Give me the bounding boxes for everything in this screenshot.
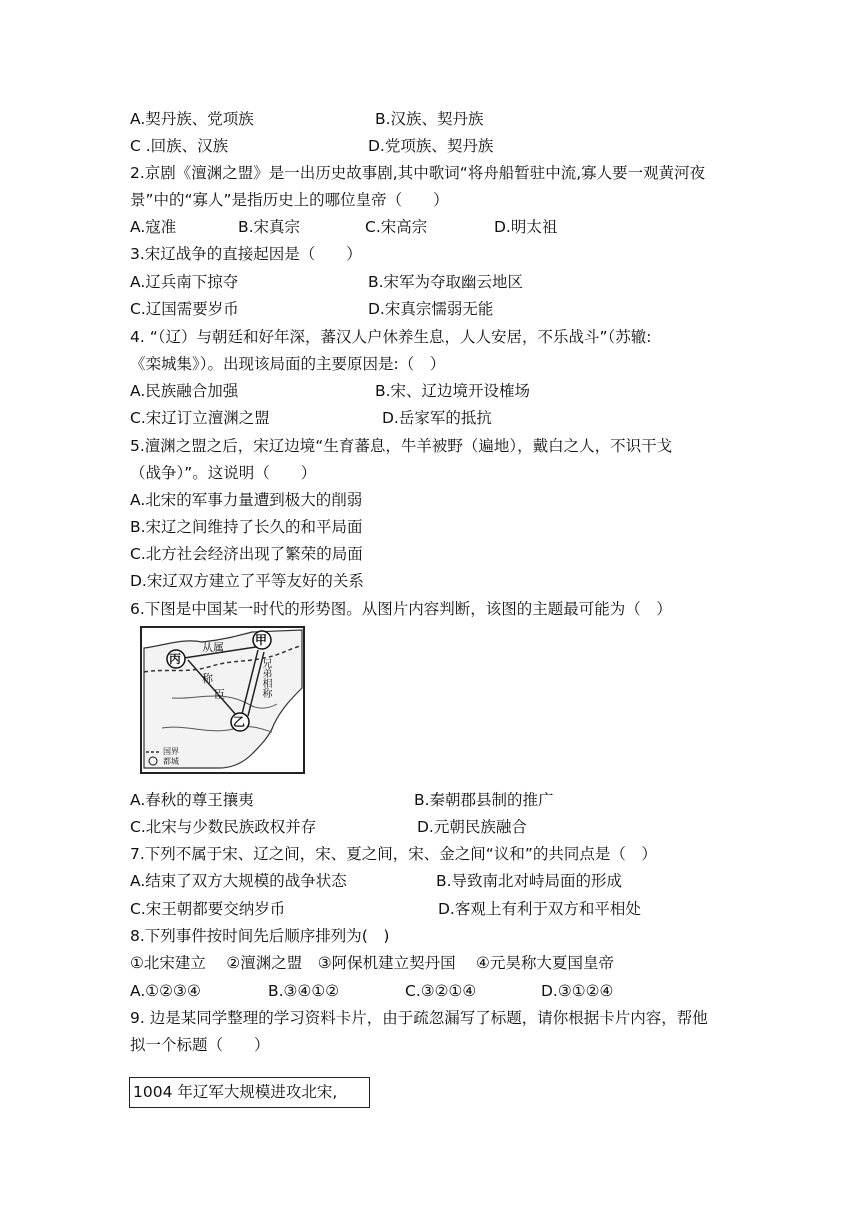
label-xiongdi: 兄弟相称 [260,658,271,698]
legend-border-label: 国界 [163,747,179,756]
q8-option-d: D.③①②④ [541,982,614,1000]
q4-option-c: C.宋辽订立澶渊之盟 [130,409,270,427]
q7-stem: 7.下列不属于宋、辽之间，宋、夏之间，宋、金之间“议和”的共同点是（ ） [130,845,657,863]
q9-stem-line1: 9. 边是某同学整理的学习资料卡片，由于疏忽漏写了标题，请你根据卡片内容，帮他 [130,1009,708,1027]
q1-option-c: C .回族、汉族 [130,137,229,155]
q7-option-b: B.导致南北对峙局面的形成 [436,872,623,890]
label-bing: 丙 [169,652,182,666]
q4-stem-line2: 《栾城集》）。出现该局面的主要原因是:（ ） [130,355,446,373]
q5-option-c: C.北方社会经济出现了繁荣的局面 [130,545,363,563]
q5-option-a: A.北宋的军事力量遭到极大的削弱 [130,491,363,509]
q3-stem: 3.宋辽战争的直接起因是（ ） [130,245,362,263]
q8-stem: 8.下列事件按时间先后顺序排列为( ) [130,927,390,945]
legend-capital-label: 都城 [163,757,179,766]
q4-option-a: A.民族融合加强 [130,382,239,400]
q6-option-c: C.北宋与少数民族政权并存 [130,818,317,836]
q4-stem-line1: 4. “（辽）与朝廷和好年深，蕃汉人户休养生息，人人安居，不乐战斗”（苏辙: [130,328,652,346]
q1-option-a: A.契丹族、党项族 [130,110,254,128]
q2-option-c: C.宋高宗 [365,218,428,236]
q2-option-a: A.寇准 [130,218,177,236]
label-jia: 甲 [255,633,268,647]
q4-option-b: B.宋、辽边境开设榷场 [375,382,531,400]
q8-option-a: A.①②③④ [130,982,201,1000]
q3-option-d: D.宋真宗懦弱无能 [368,300,494,318]
situation-map [140,626,305,774]
q2-option-b: B.宋真宗 [238,218,301,236]
label-congshu: 从属 [202,641,224,654]
q9-study-card: 1004 年辽军大规模进攻北宋, [129,1077,370,1108]
q5-stem-line1: 5.澶渊之盟之后，宋辽边境“生育蕃息，牛羊被野（遍地），戴白之人，不识干戈 [130,437,673,455]
q1-option-b: B.汉族、契丹族 [375,110,484,128]
q5-option-b: B.宋辽之间维持了长久的和平局面 [130,518,363,536]
q2-option-d: D.明太祖 [494,218,558,236]
q4-option-d: D.岳家军的抵抗 [382,409,492,427]
q1-option-d: D.党项族、契丹族 [368,137,494,155]
q7-option-c: C.宋王朝都要交纳岁币 [130,900,286,918]
q2-stem-line1: 2.京剧《澶渊之盟》是一出历史故事剧,其中歌词“将舟船暂驻中流,寡人要一观黄河夜 [130,164,706,182]
q3-option-a: A.辽兵南下掠夺 [130,273,239,291]
legend-capital-symbol [149,757,157,765]
q2-stem-line2: 景”中的“寡人”是指历史上的哪位皇帝（ ） [130,191,449,209]
q5-option-d: D.宋辽双方建立了平等友好的关系 [130,572,364,590]
q7-option-d: D.客观上有利于双方和平相处 [438,900,641,918]
q9-stem-line2: 拟一个标题（ ） [130,1036,270,1054]
q6-stem: 6.下图是中国某一时代的形势图。从图片内容判断，该图的主题最可能为（ ） [130,600,672,618]
label-chen: 臣 [214,688,225,701]
q3-option-c: C.辽国需要岁币 [130,300,239,318]
q5-stem-line2: （战争）”。这说明（ ） [130,464,317,482]
q6-option-a: A.春秋的尊王攘夷 [130,791,254,809]
q8-items: ①北宋建立 ②澶渊之盟 ③阿保机建立契丹国 ④元昊称大夏国皇帝 [130,954,614,972]
q7-option-a: A.结束了双方大规模的战争状态 [130,872,347,890]
label-yi: 乙 [233,715,246,729]
label-cheng: 称 [202,672,213,685]
q6-option-d: D.元朝民族融合 [417,818,527,836]
q8-option-c: C.③②①④ [405,982,477,1000]
q6-option-b: B.秦朝郡县制的推广 [414,791,554,809]
q3-option-b: B.宋军为夺取幽云地区 [368,273,524,291]
q8-option-b: B.③④①② [268,982,340,1000]
